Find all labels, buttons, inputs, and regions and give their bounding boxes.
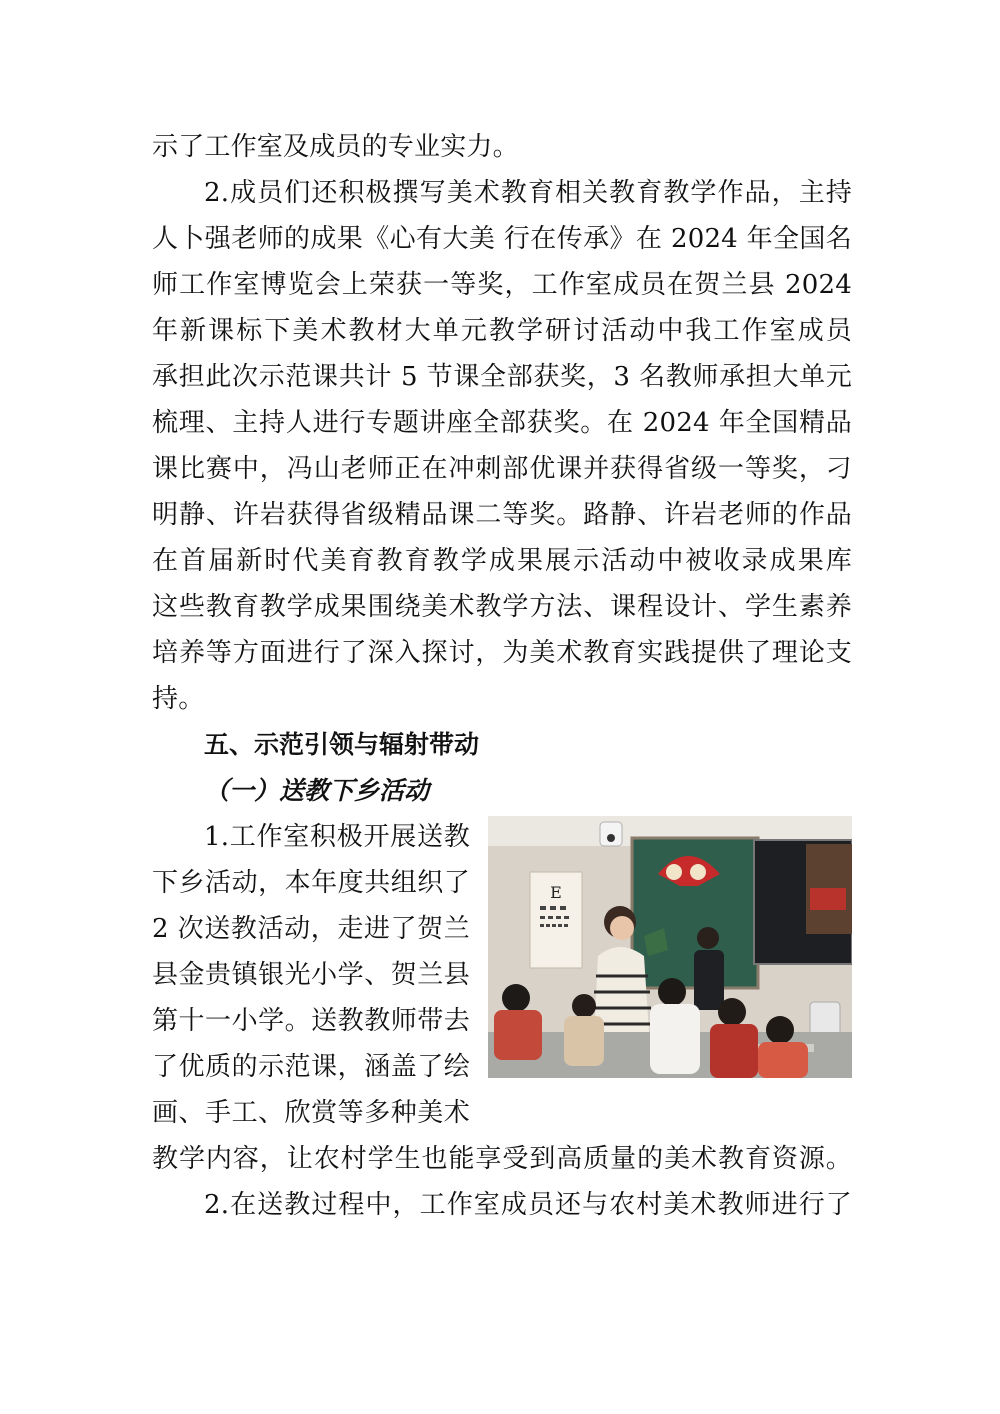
classroom-photo — [488, 816, 852, 1078]
svg-text:E: E — [550, 883, 562, 902]
text-line: 承担此次示范课共计 5 节课全部获奖，3 名教师承担大单元 — [152, 362, 852, 392]
text-line: 这些教育教学成果围绕美术教学方法、课程设计、学生素养 — [152, 592, 852, 622]
text-line: 县金贵镇银光小学、贺兰县 — [152, 960, 470, 990]
section-heading: 五、示范引领与辐射带动 — [204, 730, 480, 759]
text-line: 1.工作室积极开展送教 — [204, 822, 470, 852]
text-line: 明静、许岩获得省级精品课二等奖。路静、许岩老师的作品 — [152, 500, 852, 530]
text-line: 第十一小学。送教教师带去 — [152, 1006, 470, 1036]
text-line: 下乡活动，本年度共组织了 — [152, 868, 470, 898]
document-page — [152, 124, 852, 1228]
paragraph-2 — [152, 814, 470, 1136]
text-line: 了优质的示范课，涵盖了绘 — [152, 1052, 470, 1082]
text-line: 梳理、主持人进行专题讲座全部获奖。在 2024 年全国精品 — [152, 408, 852, 438]
text-line: 在首届新时代美育教育教学成果展示活动中被收录成果库 — [152, 546, 852, 576]
text-line: 2 次送教活动，走进了贺兰 — [152, 914, 470, 944]
text-line: 教学内容，让农村学生也能享受到高质量的美术教育资源。 — [152, 1144, 852, 1174]
text-line: 年新课标下美术教材大单元教学研讨活动中我工作室成员 — [152, 316, 852, 346]
paragraph-2-wrap — [152, 814, 852, 1136]
text-line: 人卜强老师的成果《心有大美 行在传承》在 2024 年全国名 — [152, 224, 852, 254]
paragraph-3 — [152, 1182, 852, 1228]
paragraph-0 — [152, 124, 852, 170]
text-line: 培养等方面进行了深入探讨，为美术教育实践提供了理论支 — [152, 638, 852, 668]
text-line: 师工作室博览会上荣获一等奖，工作室成员在贺兰县 2024 — [152, 270, 852, 300]
text-line: 持。 — [152, 684, 205, 714]
paragraph-2-continued — [152, 1136, 852, 1182]
text-line: 画、手工、欣赏等多种美术 — [152, 1098, 470, 1128]
paragraph-1 — [152, 170, 852, 722]
text-line: 示了工作室及成员的专业实力。 — [152, 132, 519, 162]
text-line: 2.成员们还积极撰写美术教育相关教育教学作品，主持 — [204, 178, 852, 208]
text-line: 课比赛中，冯山老师正在冲刺部优课并获得省级一等奖，刁 — [152, 454, 852, 484]
text-line: 2.在送教过程中，工作室成员还与农村美术教师进行了 — [204, 1190, 852, 1220]
subsection-heading: （一）送教下乡活动 — [204, 776, 430, 805]
